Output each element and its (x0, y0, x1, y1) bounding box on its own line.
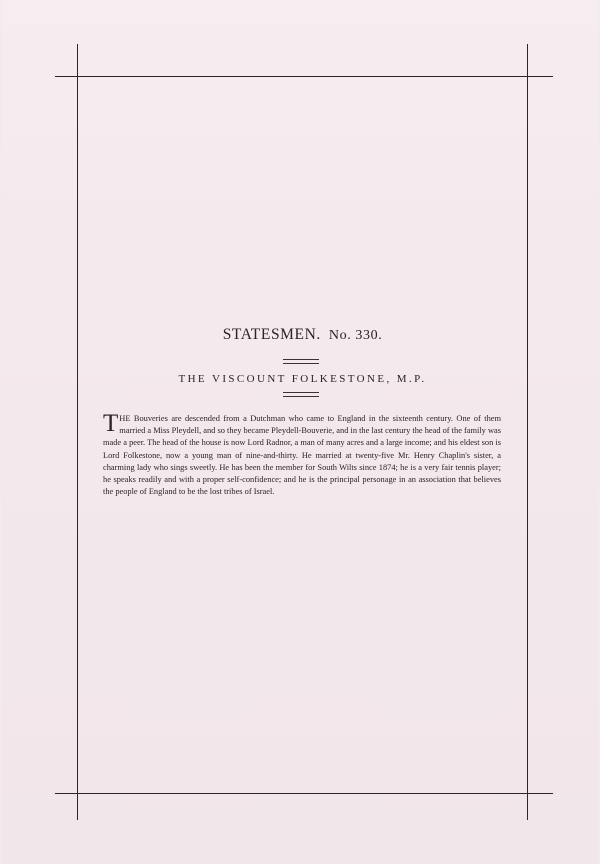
right-border-rule (527, 44, 528, 820)
heading-number: No. 330. (328, 328, 383, 343)
double-rule-upper (283, 359, 319, 364)
subject-title: THE VISCOUNT FOLKESTONE, M.P. (178, 373, 427, 385)
bottom-border-rule (55, 793, 553, 794)
article-text: HE Bouveries are descended from a Dutchman who came to England in the sixteenth century. One of them married a Miss Pleydell, and so they became Pleydell-Bouverie, and in the last century the head of the family was made a peer. The head of the house is now Lord Radnor, a man of many acres and a large income; and his eldest son is Lord Folkestone, now a young man of nine-and-thirty. He married at twenty-five Mr. Henry Chaplin's sister, a charming lady who sings sweetly. He has been the member for South Wilts since 1874; he is a very fair tennis player; he speaks readily and with a proper self-confidence; and he is the principal personage in an association that believes the people of England to be the lost tribes of Israel. (103, 414, 501, 497)
heading-title: STATESMEN. (222, 326, 321, 343)
left-border-rule (77, 44, 78, 820)
top-border-rule (55, 76, 553, 77)
drop-cap: T (103, 410, 119, 437)
double-rule-lower (283, 392, 319, 397)
page-heading (0, 326, 600, 344)
article-body (103, 410, 501, 498)
